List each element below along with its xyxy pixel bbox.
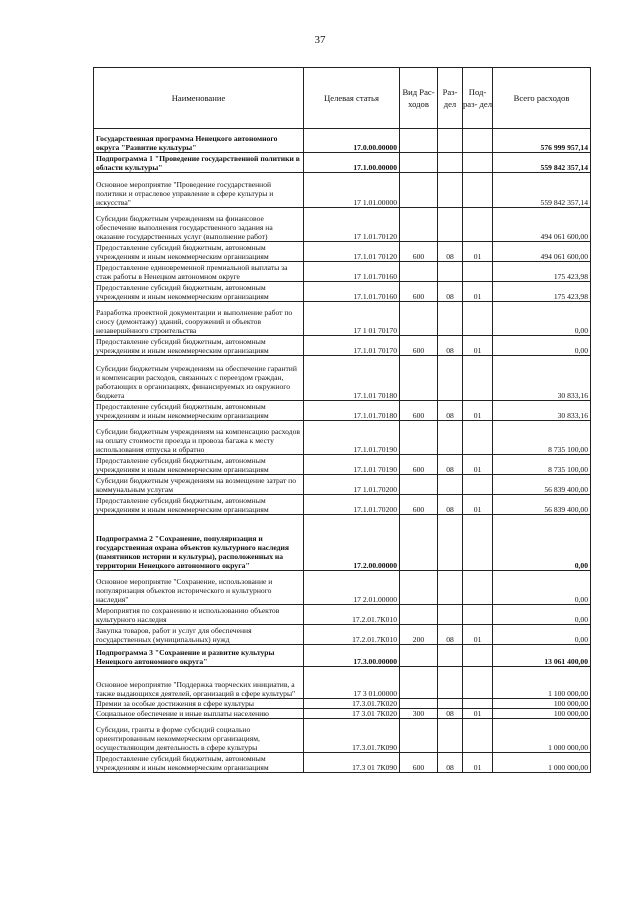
row-total: 559 842 357,14 [493,173,591,208]
row-target-article: 17 3 01.00000 [304,667,400,699]
row-name: Субсидии бюджетным учреждениям на компенсацию расходов на оплату стоимости проезда и провоза багажа к месту использования отпуска и обратно [94,421,304,455]
row-total: 100 000,00 [493,709,591,719]
row-section [438,645,463,667]
row-total: 8 735 100,00 [493,455,591,475]
row-subsection: 01 [463,336,493,356]
row-target-article: 17.3.01.7К090 [304,719,400,753]
row-name: Государственная программа Ненецкого автономного округа "Развитие культуры" [94,129,304,153]
row-subsection: 01 [463,242,493,262]
table-row [94,709,591,719]
row-section: 08 [438,455,463,475]
row-name: Основное мероприятие "Проведение государственной политики и отраслевое управление в сфере культуры и искусства" [94,173,304,208]
row-total: 30 833,16 [493,401,591,421]
row-expense-type [400,515,438,571]
table-row [94,208,591,242]
row-target-article: 17.1.00.00000 [304,153,400,173]
row-section [438,719,463,753]
row-target-article: 17 1 01 70170 [304,302,400,336]
row-section: 08 [438,401,463,421]
row-subsection [463,719,493,753]
table-row [94,753,591,773]
row-expense-type [400,153,438,173]
row-section [438,605,463,625]
row-name: Предоставление субсидий бюджетным, автономным учреждениям и иным некоммерческим организациям [94,753,304,773]
table-row [94,129,591,153]
row-subsection [463,645,493,667]
header-total: Всего расходов [493,68,591,129]
row-expense-type [400,645,438,667]
row-expense-type [400,129,438,153]
row-expense-type [400,475,438,495]
row-target-article: 17.1.01 70120 [304,242,400,262]
row-expense-type [400,421,438,455]
header-name: Наименование [94,68,304,129]
row-target-article: 17.1.01 70180 [304,356,400,401]
row-subsection [463,153,493,173]
row-target-article: 17.1.01 70190 [304,455,400,475]
table-row [94,515,591,571]
row-name: Премии за особые достижения в сфере культуры [94,699,304,709]
header-expense-type: Вид Рас- ходов [400,68,438,129]
table-row [94,242,591,262]
row-section: 08 [438,753,463,773]
row-subsection: 01 [463,625,493,645]
row-target-article: 17.1.01.70190 [304,421,400,455]
row-section [438,475,463,495]
row-name: Основное мероприятие "Сохранение, использование и популяризация объектов исторического и культурного наследия" [94,571,304,605]
row-section [438,302,463,336]
row-section [438,515,463,571]
row-section [438,173,463,208]
table-row [94,282,591,302]
row-target-article: 17.1.01 70170 [304,336,400,356]
row-name: Предоставление субсидий бюджетным, автономным учреждениям и иным некоммерческим организациям [94,336,304,356]
row-subsection [463,421,493,455]
row-total: 13 061 400,00 [493,645,591,667]
row-name: Мероприятия по сохранению и использованию объектов культурного наследия [94,605,304,625]
row-target-article: 17.1.01.70160 [304,282,400,302]
row-section: 08 [438,495,463,515]
row-target-article: 17.3.00.00000 [304,645,400,667]
row-expense-type: 300 [400,709,438,719]
row-target-article: 17 2.01.00000 [304,571,400,605]
row-target-article: 17 3.01 7К020 [304,709,400,719]
row-expense-type [400,699,438,709]
row-total: 0,00 [493,625,591,645]
row-total: 0,00 [493,605,591,625]
row-target-article: 17.3 01 7К090 [304,753,400,773]
row-section [438,153,463,173]
row-expense-type: 200 [400,625,438,645]
row-name: Субсидии, гранты в форме субсидий социально ориентированным некоммерческим организациям, осуществляющим деятельность в сфере культуры [94,719,304,753]
row-section: 08 [438,242,463,262]
row-target-article: 17 1.01.70160 [304,262,400,282]
row-subsection [463,208,493,242]
row-section [438,667,463,699]
row-expense-type [400,571,438,605]
row-target-article: 17.1.01.70200 [304,495,400,515]
row-expense-type [400,605,438,625]
row-total: 56 839 400,00 [493,495,591,515]
row-expense-type [400,262,438,282]
row-name: Предоставление субсидий бюджетным, автономным учреждениям и иным некоммерческим организациям [94,455,304,475]
row-expense-type [400,173,438,208]
table-row [94,605,591,625]
row-expense-type [400,719,438,753]
row-total: 0,00 [493,302,591,336]
row-section [438,262,463,282]
row-target-article: 17.3.01.7К020 [304,699,400,709]
row-subsection [463,605,493,625]
row-name: Разработка проектной документации и выполнение работ по сносу (демонтажу) зданий, сооружений и объектов незавершённого строительства [94,302,304,336]
row-target-article: 17.1.01.70180 [304,401,400,421]
table-row [94,625,591,645]
row-section [438,571,463,605]
row-subsection: 01 [463,282,493,302]
row-name: Предоставление субсидий бюджетным, автономным учреждениям и иным некоммерческим организациям [94,495,304,515]
table-row [94,356,591,401]
row-target-article: 17.2.00.00000 [304,515,400,571]
row-name: Закупка товаров, работ и услуг для обеспечения государственных (муниципальных) нужд [94,625,304,645]
row-total: 559 842 357,14 [493,153,591,173]
row-expense-type: 600 [400,336,438,356]
row-target-article: 17.0.00.00000 [304,129,400,153]
row-expense-type: 600 [400,753,438,773]
row-total: 175 423,98 [493,262,591,282]
row-target-article: 17 1.01.70200 [304,475,400,495]
row-section: 08 [438,625,463,645]
row-subsection [463,129,493,153]
table-row [94,262,591,282]
table-row [94,667,591,699]
row-total: 56 839 400,00 [493,475,591,495]
row-total: 0,00 [493,336,591,356]
row-total: 30 833,16 [493,356,591,401]
row-subsection: 01 [463,455,493,475]
row-subsection [463,667,493,699]
row-subsection: 01 [463,709,493,719]
table-row [94,421,591,455]
table-row [94,153,591,173]
row-total: 175 423,98 [493,282,591,302]
row-subsection: 01 [463,401,493,421]
row-name: Предоставление субсидий бюджетным, автономным учреждениям и иным некоммерческим организациям [94,282,304,302]
row-total: 494 061 600,00 [493,208,591,242]
row-name: Основное мероприятие "Поддержка творческих инициатив, а также выдающихся деятелей, организаций в сфере культуры" [94,667,304,699]
row-name: Подпрограмма 3 "Сохранение и развитие культуры Ненецкого автономного округа" [94,645,304,667]
row-subsection [463,262,493,282]
row-expense-type [400,356,438,401]
header-subsection: Под- раз- дел [463,68,493,129]
row-section [438,699,463,709]
row-total: 1 000 000,00 [493,753,591,773]
row-expense-type: 600 [400,495,438,515]
row-section: 08 [438,282,463,302]
table-row [94,173,591,208]
row-section: 08 [438,709,463,719]
row-total: 1 000 000,00 [493,719,591,753]
row-expense-type: 600 [400,282,438,302]
row-name: Социальное обеспечение и иные выплаты населению [94,709,304,719]
table-row [94,455,591,475]
table-row [94,571,591,605]
row-subsection: 01 [463,495,493,515]
row-total: 494 061 600,00 [493,242,591,262]
row-subsection [463,173,493,208]
row-section [438,356,463,401]
row-subsection [463,571,493,605]
row-total: 1 100 000,00 [493,667,591,699]
table-row [94,401,591,421]
table-row [94,719,591,753]
row-section: 08 [438,336,463,356]
table-row [94,645,591,667]
row-total: 8 735 100,00 [493,421,591,455]
row-subsection [463,475,493,495]
row-total: 100 000,00 [493,699,591,709]
row-target-article: 17.2.01.7К010 [304,625,400,645]
table-row [94,336,591,356]
row-target-article: 17.2.01.7К010 [304,605,400,625]
table-row [94,302,591,336]
row-subsection: 01 [463,753,493,773]
row-target-article: 17 1.01.70120 [304,208,400,242]
table-row [94,495,591,515]
row-name: Предоставление единовременной премиальной выплаты за стаж работы в Ненецком автономном округе [94,262,304,282]
header-section: Раз- дел [438,68,463,129]
row-expense-type [400,208,438,242]
table-row [94,475,591,495]
row-expense-type [400,667,438,699]
page-number: 37 [314,34,326,46]
row-expense-type: 600 [400,242,438,262]
budget-table [93,67,591,773]
row-section [438,129,463,153]
row-section [438,208,463,242]
row-total: 576 999 957,14 [493,129,591,153]
row-subsection [463,515,493,571]
row-name: Субсидии бюджетным учреждениям на финансовое обеспечение выполнения государственного задания на оказание государственных услуг (выполнение работ) [94,208,304,242]
table-row [94,699,591,709]
table-header-row [94,68,591,129]
row-name: Подпрограмма 1 "Проведение государственной политики в области культуры" [94,153,304,173]
row-expense-type: 600 [400,455,438,475]
row-total: 0,00 [493,571,591,605]
row-subsection [463,302,493,336]
row-name: Субсидии бюджетным учреждениям на возмещение затрат по коммунальным услугам [94,475,304,495]
row-name: Подпрограмма 2 "Сохранение, популяризация и государственная охрана объектов культурного наследия (памятников истории и культуры), расположенных на территории Ненецкого автономного округа" [94,515,304,571]
row-subsection [463,699,493,709]
row-name: Субсидии бюджетным учреждениям на обеспечение гарантий и компенсации расходов, связанных с переездом граждан, работающих в организациях, финансируемых из окружного бюджета [94,356,304,401]
row-total: 0,00 [493,515,591,571]
row-target-article: 17 1.01.00000 [304,173,400,208]
row-name: Предоставление субсидий бюджетным, автономным учреждениям и иным некоммерческим организациям [94,401,304,421]
row-name: Предоставление субсидий бюджетным, автономным учреждениям и иным некоммерческим организациям [94,242,304,262]
row-subsection [463,356,493,401]
row-section [438,421,463,455]
header-target-article: Целевая статья [304,68,400,129]
row-expense-type [400,302,438,336]
row-expense-type: 600 [400,401,438,421]
